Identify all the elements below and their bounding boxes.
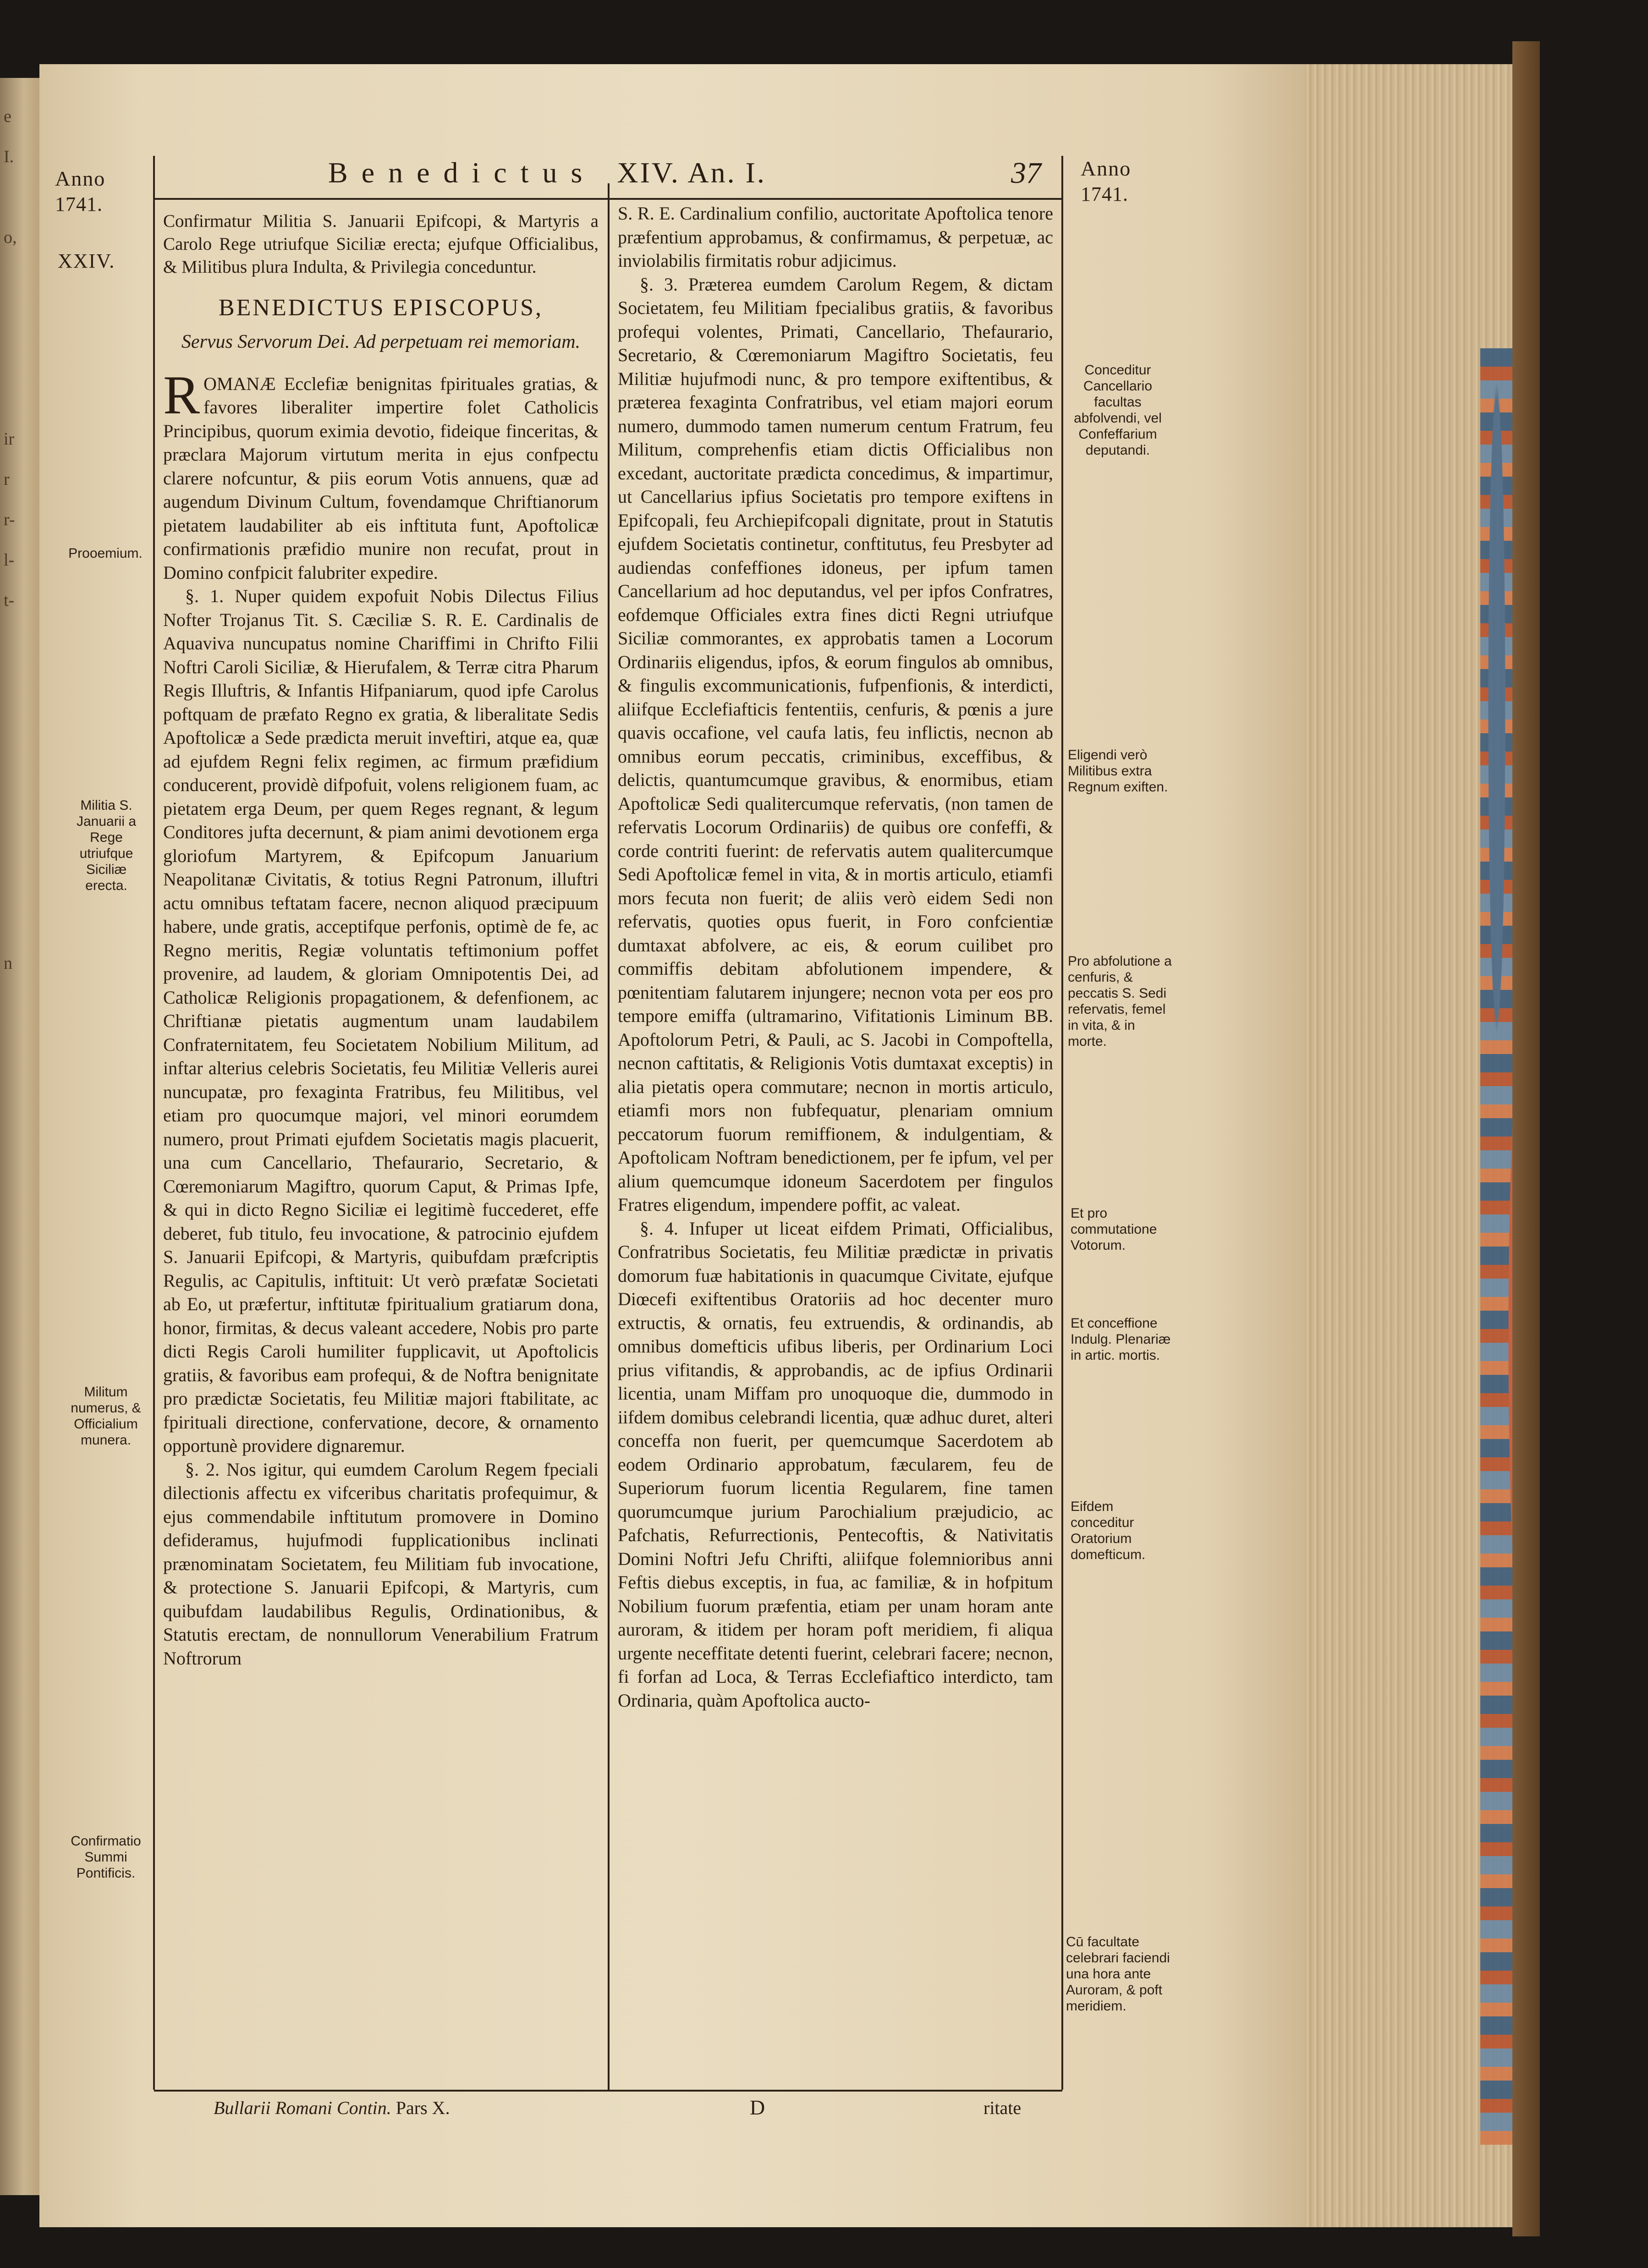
margin-note-right-3: Pro abfolutione a cenfuris, & peccatis S. Sedi refervatis, femel in vita, & in morte. xyxy=(1068,954,1172,1049)
margin-note-left-2: Militia S. Januarii a Rege utriufque Siciliæ erecta. xyxy=(76,798,137,893)
column-divider-rule xyxy=(608,183,610,2090)
margin-note-right-7: Cū facultate celebrari faciendi una hora ante Auroram, & poft meridiem. xyxy=(1066,1934,1170,2014)
signature-mark: D xyxy=(750,2096,765,2119)
footer-part: Pars X. xyxy=(396,2098,450,2118)
footer-bullarium: Bullarii Romani Contin. xyxy=(214,2098,391,2118)
margin-note-right-4: Et pro commutatione Votorum. xyxy=(1071,1206,1157,1253)
paragraph-prooemium-text: OMANÆ Ecclefiæ benignitas fpirituales gratias, & favores liberaliter impertire folet Catholicis Principibus, quorum eximia devotio, fideique finceritas, & præclara Majorum virtutum merita in ejus confpectu clarere nofcuntur, & piis eorum Votis annuens, quæ ad augendum Divinum Cultum, fovendamque Chriftianorum pietatem laudabiliter ab eis inftituta funt, Apoftolicæ confirmationis præfidio munire non recufat, prout in Domino confpicit falubriter expedire. xyxy=(163,373,599,583)
running-title-year: XIV. An. I. xyxy=(617,156,766,189)
paragraph-section-1: §. 1. Nuper quidem expofuit Nobis Dilectus Filius Nofter Trojanus Tit. S. Cæciliæ S. R. E. Cardinalis de Aquaviva nuncupatus nomine Chariffimi in Chrifto Filii Noftri Caroli Siciliæ, & Hierufalem, & Terræ citra Pharum Regis Illuftris, & Infantis Hifpaniarum, quod ipfe Carolus poftquam de præfato Regno ex gratia, & liberalitate Sedis Apoftolicæ a Sede prædicta meruit inveftiri, atque ea, quæ ad ejufdem Regni felix regimen, ac firmum præfidium conducerent, providè difpofuit, volens religionem fuam, ac pietatem erga Deum, per quem Reges regnant, & legum Conditores jufta decernunt, & piam animi devotionem erga gloriofum Martyrem, & Epifcopum Januarium Neapolitanæ Civitatis, & totius Regni Patronum, illuftri actu omnibus teftatam facere, necnon aliquod præcipuum habere, unde gratis, acceptifque perfonis, optimè de fe, ac Regno meritis, Regiæ voluntatis teftimonium poffet provenire, ad laudem, & gloriam Omnipotentis Dei, ad Catholicæ Religionis propagationem, & defenfionem, ac Chriftianæ pietatis augmentum unam laudabilem Confraternitatem, feu Societatem Nobilium Militum, ad inftar alterius celebris Societatis, feu Militiæ Velleris aurei nuncupatæ, pro fexaginta Fratribus, feu Militibus, vel etiam pro quocumque majori, vel minori eorumdem numero, prout Primati ejufdem Societatis magis placuerit, una cum Cancellario, Thefaurario, Secretario, & Cœremoniarum Magiftro, quorum Caput, & Primas Ipfe, & qui in dicto Regno Siciliæ ei legitimè fuccederet, effe deberet, fub titulo, feu invocatione, & patrocinio ejufdem S. Januarii Epifcopi, & Martyris, quibufdam præfcriptis Regulis, ac Capitulis, inftituit: Ut verò præfatæ Societati ab Eo, ut præfertur, inftitutæ fpiritualium gratiarum dona, honor, firmitas, & decus valeant accedere, Nobis pro parte dicti Regis Caroli humiliter fupplicavit, ut Apoftolicis gratiis, & favoribus eam profequi, & de Noftra benignitate pro prædictæ Societatis, feu Militiæ majori ftabilitate, ac fpirituali directione, confervatione, decore, & ornamento opportunè providere dignaremur. xyxy=(163,586,599,1456)
margin-note-left-1: Prooemium. xyxy=(68,546,143,561)
document-summary: Confirmatur Militia S. Januarii Epifcopi, & Martyris a Carolo Rege utriufque Siciliæ erecta; ejufque Officialibus, & Militibus plura Indulta, & Privilegia conceduntur. xyxy=(163,211,599,277)
left-text-column xyxy=(163,210,599,1670)
anno-left-label: Anno xyxy=(55,167,106,190)
salutation: Servus Servorum Dei. Ad perpetuam rei memoriam. xyxy=(181,331,581,352)
anno-right-year: 1741. xyxy=(1081,183,1128,205)
page-number: 37 xyxy=(1011,156,1041,190)
paragraph-section-4: §. 4. Infuper ut liceat eifdem Primati, Officialibus, Confratribus Societatis, feu Militiæ prædictæ in privatis domorum fuæ habitationis in quacumque Civitate, ejufque Diœcefi exiftentibus Oratoriis ad hoc decenter muro extructis, & ornatis, feu extruendis, & ordinandis, ab omnibus domefticis ufibus liberis, per Ordinarium Loci prius vifitandis, & approbandis, ac de ipfius Ordinarii licentia, unam Miffam pro unoquoque die, dummodo in iifdem domibus celebrandi licentia, quæ adhuc duret, alteri conceffa non fuerit, per quemcumque Sacerdotem ab eodem Ordinario approbatum, fæcularem, feu de Superiorum fuorum licentia Regularem, fine tamen quorumcumque jurium Parochialium præjudicio, ac Pafchatis, Refurrectionis, Pentecoftis, & Nativitatis Domini Noftri Jefu Chrifti, aliifque folemnioribus anni Feftis diebus exceptis, in fua, ac familiæ, & in hofpitum Nobilium fuorum præfentia, etiam per unam horam ante auroram, & itidem per horam poft meridiem, fi aliqua urgente neceffitate detenti fuerint, celebrari facere; necnon, fi forfan ad Loca, & Terras Ecclefiaftico interdicto, tam Ordinaria, quàm Apoftolica aucto- xyxy=(618,1218,1053,1711)
header-rule xyxy=(154,198,1062,200)
previous-page-fragments: e I. o, ir r r- l- t- n xyxy=(4,107,17,973)
footer-title xyxy=(214,2097,450,2119)
document-number: XXIV. xyxy=(58,250,115,272)
anno-left xyxy=(55,166,147,217)
paragraph-section-2: §. 2. Nos igitur, qui eumdem Carolum Regem fpeciali dilectionis affectu ex vifceribus charitatis profequimur, & ejus commendabile inftitutum promovere in Domino defideramus, hujufmodi fupplicationibus inclinati prænominatam Societatem, feu Militiam fub invocatione, & protectione S. Januarii Epifcopi, & Martyris, cum quibufdam laudabilibus Regulis, Ordinationibus, & Statutis erectam, de nonnullorum Venerabilium Fratrum Noftrorum xyxy=(163,1459,599,1669)
margin-note-right-2: Eligendi verò Militibus extra Regnum exiften. xyxy=(1068,747,1168,795)
margin-note-right-1: Conceditur Cancellario facultas abfolvendi, vel Confeffarium deputandi. xyxy=(1074,362,1162,458)
anno-right-label: Anno xyxy=(1081,157,1132,180)
margin-note-left-4: Confirmatio Summi Pontificis. xyxy=(71,1834,141,1881)
footer-rule xyxy=(154,2090,1062,2092)
book-spine xyxy=(1512,41,1540,2236)
previous-page-sliver xyxy=(0,78,39,2195)
running-title xyxy=(328,156,766,190)
margin-note-right-6: Eifdem conceditur Oratorium domefticum. xyxy=(1071,1499,1146,1562)
paragraph-prooemium xyxy=(163,364,599,585)
anno-left-year: 1741. xyxy=(55,193,103,215)
book-page xyxy=(39,64,1304,2227)
drop-cap: R xyxy=(163,364,200,425)
right-text-column xyxy=(618,202,1053,1712)
paragraph-continuation: S. R. E. Cardinalium confilio, auctoritate Apoftolica tenore præfentium approbamus, & confirmamus, & perpetuæ, ac inviolabilis firmitatis robur adjicimus. xyxy=(618,203,1053,271)
left-frame-rule xyxy=(153,156,155,2090)
anno-right xyxy=(1081,156,1172,207)
paragraph-section-3: §. 3. Præterea eumdem Carolum Regem, & dictam Societatem, feu Militiam fpecialibus gratiis, & favoribus profequi volentes, Primati, Cancellario, Thefaurario, Secretario, & Cœremoniarum Magiftro Societatis, feu Militiæ hujufmodi nunc, & pro tempore exiftentibus, & præterea fexaginta Confratribus, vel etiam majori eorum numero, dummodo tamen numerum centum Fratrum, feu Militum, comprehenfis etiam dictis Officialibus non excedant, auctoritate prædicta concedimus, & impartimur, ut Cancellarius ipfius Societatis pro tempore exiftens in Epifcopali, feu Archiepifcopali dignitate, prout in Statutis ejufdem Societatis continetur, conftitutus, feu Presbyter ad audiendas confeffiones idoneus, per ipfum tamen Cancellarium ad hoc deputandus, vel per ipfos Confratres, eofdemque Officiales extra fines dicti Regni utriufque Siciliæ commorantes, ex approbatis tamen a Locorum Ordinariis eligendus, ipfos, & eorum fingulos ab omnibus, & fingulis excommunicationis, fufpenfionis, & interdicti, aliifque Ecclefiafticis fententiis, cenfuris, & pœnis a jure quavis occafione, vel caufa latis, feu inflictis, necnon ab omnibus eorum peccatis, criminibus, exceffibus, & delictis, quantumcumque gravibus, & enormibus, etiam Apoftolicæ Sedi qualitercumque refervatis, (non tamen de refervatis Locorum Ordinariis) de quibus ore confeffi, & corde contriti fuerint: de refervatis autem qualitercumque Sedi Apoftolicæ femel in vita, & in mortis articulo, etiamfi mors fecuta non fuerit; de aliis verò eidem Sedi non refervatis, quoties opus fuerit, in Foro confcientiæ dumtaxat abfolvere, ac eis, & eorum cuilibet pro commiffis debitam abfolutionem impendere, & pœnitentiam falutarem injungere; necnon vota per eos pro tempore emiffa (ultramarino, Vifitationis Liminum BB. Apoftolorum Petri, & Pauli, ac S. Jacobi in Compoftella, necnon caftitatis, & Religionis Votis dumtaxat exceptis) in alia pietatis opera commutare; necnon in mortis articulo, etiamfi mors non fubfequatur, plenariam omnium peccatorum fuorum remiffionem, & indulgentiam, & Apoftolicam Noftram benedictionem, per fe ipfum, vel per alium quemcumque idoneum Sacerdotem per fingulos Fratres eligendum, impendere poffit, ac valeat. xyxy=(618,274,1053,1215)
margin-note-right-5: Et conceffione Indulg. Plenariæ in artic. mortis. xyxy=(1071,1316,1171,1363)
document-heading: BENEDICTUS EPISCOPUS, xyxy=(218,295,544,321)
margin-note-left-3: Militum numerus, & Officialium munera. xyxy=(71,1384,141,1448)
running-title-name: Benedictus xyxy=(328,156,596,189)
catchword: ritate xyxy=(983,2098,1022,2118)
